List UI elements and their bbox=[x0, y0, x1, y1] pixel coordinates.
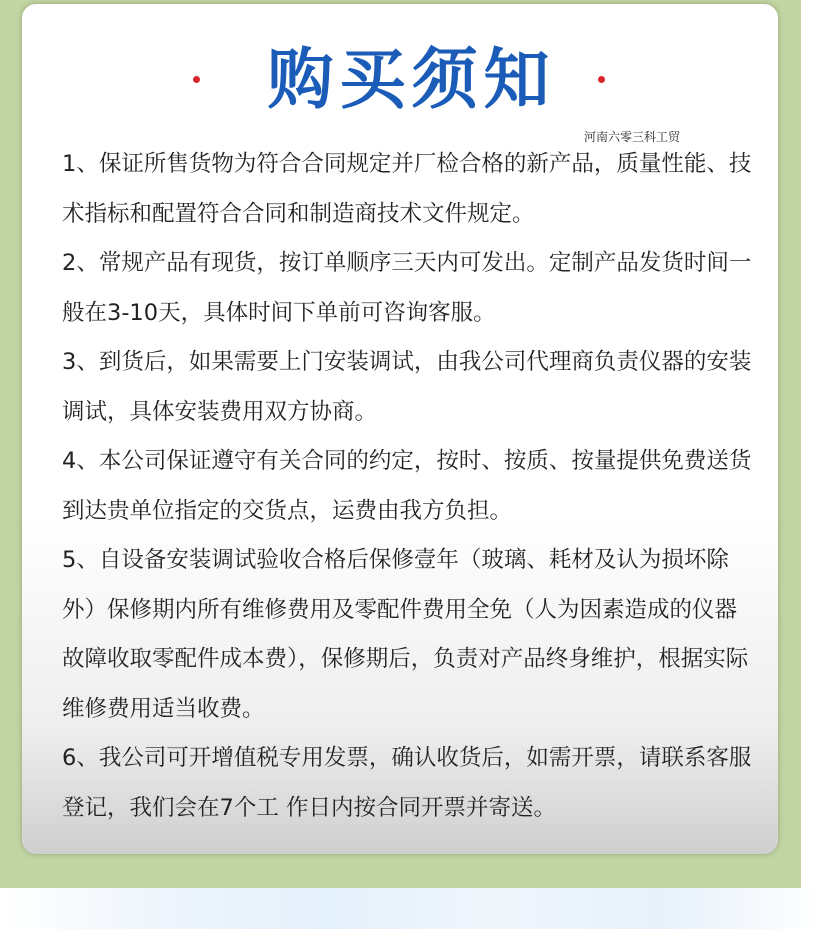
bottom-strip bbox=[0, 888, 823, 929]
notice-item-6: 6、我公司可开增值税专用发票，确认收货后，如需开票，请联系客服登记，我们会在7个工 作日内按合同开票并寄送。 bbox=[62, 745, 752, 821]
notice-list bbox=[62, 140, 752, 833]
notice-item-4: 4、本公司保证遵守有关合同的约定，按时、按质、按量提供免费送货到达贵单位指定的交货点，运费由我方负担。 bbox=[62, 448, 752, 524]
page-title: 购买须知 bbox=[267, 41, 556, 118]
notice-item-3: 3、到货后，如果需要上门安装调试，由我公司代理商负责仪器的安装调试，具体安装费用双方协商。 bbox=[62, 349, 752, 425]
notice-item-1: 1、保证所售货物为符合合同规定并厂检合格的新产品，质量性能、技术指标和配置符合合同和制造商技术文件规定。 bbox=[62, 151, 752, 227]
notice-item-2: 2、常规产品有现货，按订单顺序三天内可发出。定制产品发货时间一般在3-10天，具体时间下单前可咨询客服。 bbox=[62, 250, 752, 326]
company-watermark: 河南六零三科工贸 bbox=[584, 130, 681, 144]
right-bullet-dot bbox=[598, 76, 605, 83]
notice-item-5: 5、自设备安装调试验收合格后保修壹年（玻璃、耗材及认为损坏除外）保修期内所有维修费用及零配件费用全免（人为因素造成的仪器故障收取零配件成本费），保修期后，负责对产品终身维护，根据实际维修费用适当收费。 bbox=[62, 547, 749, 722]
